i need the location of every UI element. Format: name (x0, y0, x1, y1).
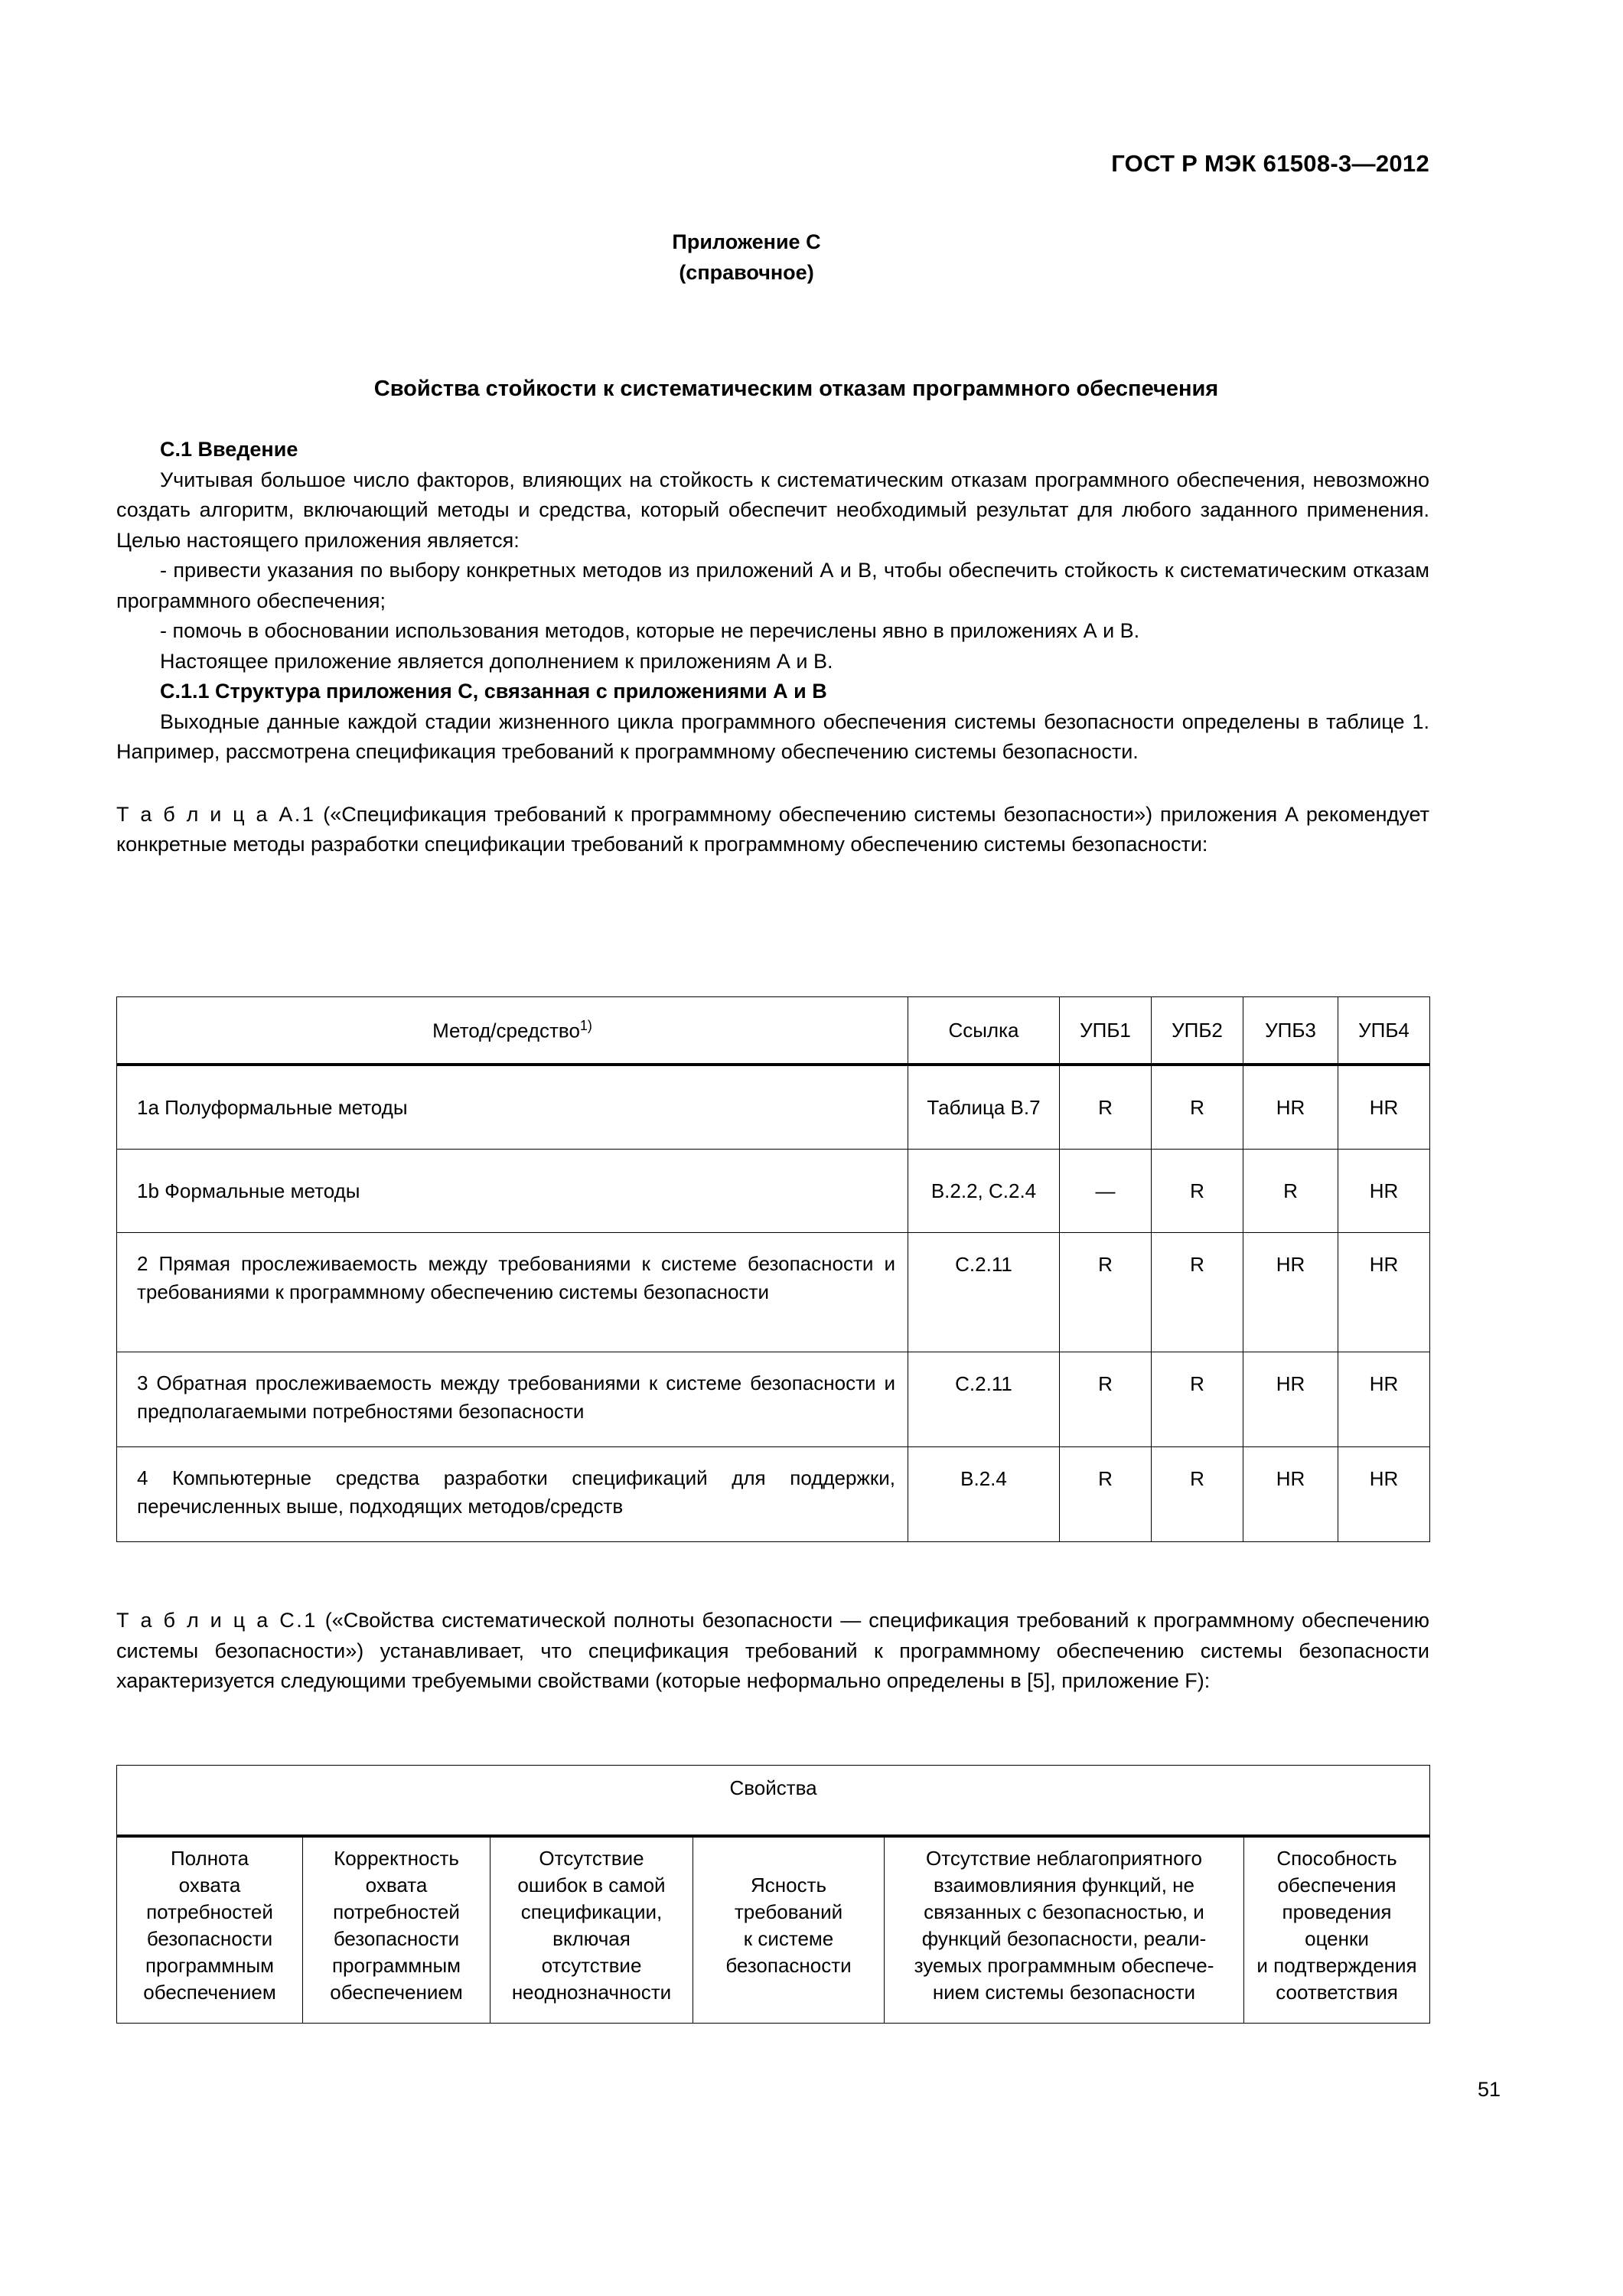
line: требований (734, 1900, 843, 1923)
line: включая (552, 1927, 631, 1950)
cell-sil4: HR (1338, 1065, 1430, 1150)
table-a1-intro (116, 800, 1429, 860)
document-header: ГОСТ Р МЭК 61508-3—2012 (1111, 150, 1429, 177)
cell-method: 3 Обратная прослеживаемость между требованиями к системе безопасности и предполагаемыми потребностями безопасности (117, 1352, 908, 1447)
cell-sil4: HR (1338, 1150, 1430, 1233)
line: Полнота (170, 1847, 249, 1870)
line: функций безопасности, реали- (921, 1927, 1207, 1950)
cell-property-no-interference (885, 1836, 1244, 2024)
page-number: 51 (1477, 2078, 1501, 2101)
cell-reference: Таблица В.7 (908, 1065, 1060, 1150)
column-header-reference: Ссылка (908, 997, 1060, 1065)
table-row (117, 1065, 1430, 1150)
line: охвата (178, 1874, 241, 1896)
column-header-sil3: УПБ3 (1243, 997, 1338, 1065)
annex-kind: (справочное) (679, 261, 814, 284)
line: программным (145, 1954, 275, 1977)
line: Ясность (750, 1874, 827, 1896)
table-methods-header (117, 997, 1430, 1065)
line: проведения (1282, 1900, 1392, 1923)
line: охвата (365, 1874, 428, 1896)
line: ошибок в самой (517, 1874, 666, 1896)
cell-sil1: R (1060, 1065, 1152, 1150)
cell-method: 4 Компьютерные средства разработки спецификаций для поддержки, перечисленных выше, подходящих методов/средств (117, 1447, 908, 1542)
body-content (116, 435, 1429, 860)
table-header-row (117, 997, 1430, 1065)
line: оценки (1305, 1927, 1369, 1950)
column-header-properties: Свойства (117, 1766, 1430, 1837)
line: и подтверждения (1256, 1954, 1417, 1977)
column-header-sil2: УПБ2 (1152, 997, 1243, 1065)
line: обеспечения (1277, 1874, 1396, 1896)
line: безопасности (333, 1927, 460, 1950)
paragraph-c1-intro: Учитывая большое число факторов, влияющих на стойкость к систематическим отказам программного обеспечения, невозможно создать алгоритм, включающий методы и средства, который обеспечит необходимый результат для любого заданного применения. Целью настоящего приложения является: (116, 468, 1429, 552)
line: безопасности (146, 1927, 273, 1950)
line: нием системы безопасности (932, 1981, 1196, 2004)
cell-reference: С.2.11 (908, 1352, 1060, 1447)
line: к системе (743, 1927, 834, 1950)
annex-heading-block (0, 227, 1623, 288)
section-heading-c11: С.1.1 Структура приложения С, связанная с приложениями А и В (160, 680, 827, 703)
table-methods (116, 996, 1430, 1542)
line: отсутствие (541, 1954, 642, 1977)
cell-property-assessability (1244, 1836, 1430, 2024)
cell-sil2: R (1152, 1065, 1243, 1150)
table-a1-label: Т а б л и ц а А.1 (116, 802, 316, 826)
cell-property-correctness (303, 1836, 490, 2024)
line: Корректность (334, 1847, 459, 1870)
line: безопасности (725, 1954, 852, 1977)
cell-reference: В.2.2, С.2.4 (908, 1150, 1060, 1233)
cell-sil3: HR (1243, 1352, 1338, 1447)
cell-sil1: R (1060, 1352, 1152, 1447)
table-row (117, 1836, 1430, 2024)
line: обеспечением (143, 1981, 276, 2004)
cell-method: 1b Формальные методы (117, 1150, 908, 1233)
table-methods-body (117, 1065, 1430, 1542)
line: спецификации, (520, 1900, 663, 1923)
cell-sil4: HR (1338, 1447, 1430, 1542)
cell-property-clarity (693, 1836, 885, 2024)
cell-property-completeness (117, 1836, 303, 2024)
line: зуемых программным обеспече- (914, 1954, 1214, 1977)
cell-property-no-errors (490, 1836, 693, 2024)
cell-sil1: R (1060, 1233, 1152, 1352)
line: потребностей (333, 1900, 460, 1923)
table-row (117, 1352, 1430, 1447)
column-header-method (117, 997, 908, 1065)
cell-sil1: R (1060, 1447, 1152, 1542)
table-c1-intro-block (116, 1606, 1429, 1697)
bullet-c1-first: - привести указания по выбору конкретных методов из приложений А и В, чтобы обеспечить стойкость к систематическим отказам программного обеспечения; (116, 559, 1429, 612)
table-c1-label: Т а б л и ц а С.1 (116, 1609, 318, 1632)
cell-sil4: HR (1338, 1233, 1430, 1352)
paragraph-c1-closing: Настоящее приложение является дополнением к приложениям А и В. (160, 649, 833, 673)
spacer (116, 768, 1429, 800)
cell-sil2: R (1152, 1150, 1243, 1233)
cell-reference: В.2.4 (908, 1447, 1060, 1542)
paragraph-c11-body: Выходные данные каждой стадии жизненного цикла программного обеспечения системы безопасности определены в таблице 1. Например, рассмотрена спецификация требований к программному обеспечению системы безопасности. (116, 709, 1429, 763)
cell-method: 1a Полуформальные методы (117, 1065, 908, 1150)
cell-sil2: R (1152, 1447, 1243, 1542)
footnote-marker: 1) (579, 1017, 592, 1033)
line: неоднозначности (511, 1981, 672, 2004)
line: Отсутствие (539, 1847, 644, 1870)
table-properties (116, 1765, 1430, 2024)
line: обеспечением (330, 1981, 463, 2004)
cell-sil2: R (1152, 1352, 1243, 1447)
cell-sil4: HR (1338, 1352, 1430, 1447)
column-header-method-label: Метод/средство (432, 1019, 580, 1042)
cell-sil3: R (1243, 1150, 1338, 1233)
table-c1-intro (116, 1606, 1429, 1697)
column-header-sil1: УПБ1 (1060, 997, 1152, 1065)
page-title: Свойства стойкости к систематическим отказам программного обеспечения (373, 377, 1219, 401)
cell-sil2: R (1152, 1233, 1243, 1352)
cell-sil1: — (1060, 1150, 1152, 1233)
cell-reference: С.2.11 (908, 1233, 1060, 1352)
table-properties-body (117, 1766, 1430, 2024)
line: связанных с безопасностью, и (924, 1900, 1204, 1923)
line: потребностей (146, 1900, 273, 1923)
line: Отсутствие неблагоприятного (926, 1847, 1202, 1870)
bullet-c1-second: - помочь в обосновании использования методов, которые не перечислены явно в приложениях А и В. (160, 619, 1140, 642)
cell-sil3: HR (1243, 1447, 1338, 1542)
cell-sil3: HR (1243, 1065, 1338, 1150)
table-row (117, 1150, 1430, 1233)
table-row (117, 1447, 1430, 1542)
section-heading-c1: С.1 Введение (160, 438, 298, 461)
line: взаимовлияния функций, не (934, 1874, 1194, 1896)
cell-sil3: HR (1243, 1233, 1338, 1352)
table-header-row (117, 1766, 1430, 1837)
table-row (117, 1233, 1430, 1352)
table-c1-intro-text: («Свойства систематической полноты безопасности — спецификация требований к программному обеспечению системы безопасности») устанавливает, что спецификация требований к программному обеспечению системы безопасности характеризуется следующими требуемыми свойствами (которые неформально определены в [5], приложение F): (116, 1609, 1429, 1692)
annex-label: Приложение С (672, 230, 821, 253)
line: соответствия (1276, 1981, 1398, 2004)
cell-method: 2 Прямая прослеживаемость между требованиями к системе безопасности и требованиями к программному обеспечению системы безопасности (117, 1233, 908, 1352)
table-a1-intro-text: («Спецификация требований к программному обеспечению системы безопасности») приложения А рекомендует конкретные методы разработки спецификации требований к программному обеспечению системы безопасности: (116, 802, 1429, 856)
line: Способность (1276, 1847, 1397, 1870)
column-header-sil4: УПБ4 (1338, 997, 1430, 1065)
line: программным (331, 1954, 461, 1977)
